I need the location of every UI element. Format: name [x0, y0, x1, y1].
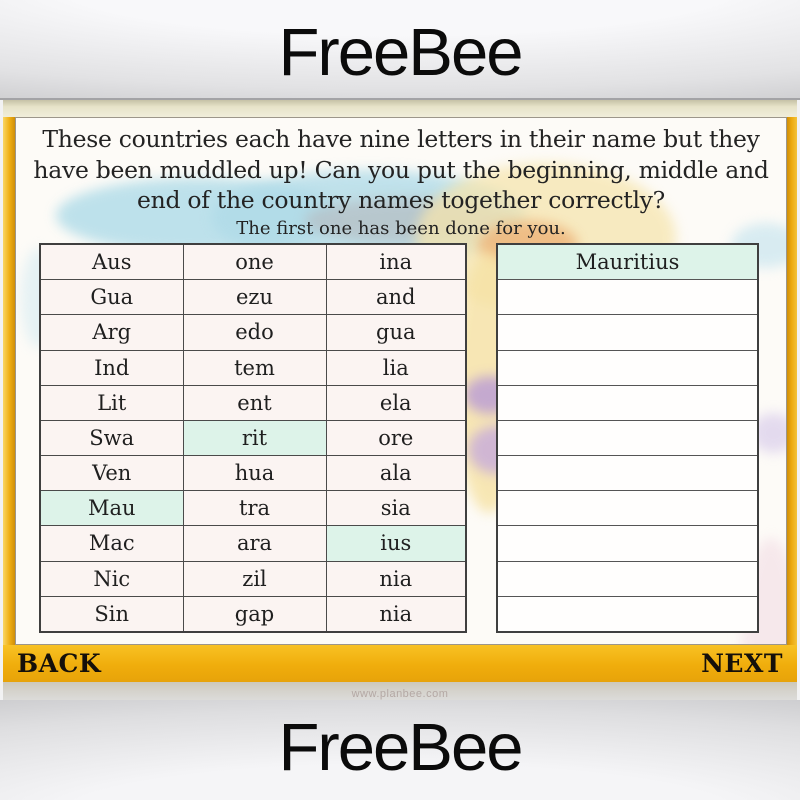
answer-cell[interactable]: [497, 561, 758, 596]
table-row: [497, 420, 758, 455]
fragment-cell: nia: [326, 561, 466, 596]
instruction-line-2: have been muddled up! Can you put the beginning, middle and: [33, 155, 769, 184]
table-row: [40, 420, 466, 455]
table-row: [40, 561, 466, 596]
table-row: [40, 280, 466, 315]
fragment-cell: gua: [326, 315, 466, 350]
answer-table: [496, 243, 759, 633]
answer-cell-filled[interactable]: Mauritius: [497, 244, 758, 280]
table-row: [497, 491, 758, 526]
table-row: [40, 385, 466, 420]
table-row: [497, 315, 758, 350]
fragment-cell: nia: [326, 596, 466, 632]
instructions: [16, 124, 786, 241]
slide-left-border: [3, 117, 15, 645]
answer-cell[interactable]: [497, 596, 758, 632]
table-row: [497, 526, 758, 561]
fragment-cell: Swa: [40, 420, 183, 455]
table-row: [40, 456, 466, 491]
next-button[interactable]: NEXT: [701, 649, 783, 678]
fragment-cell: Mac: [40, 526, 183, 561]
fragment-cell: Lit: [40, 385, 183, 420]
table-row: [497, 596, 758, 632]
freebee-logo-bottom: FreeBee: [278, 709, 522, 785]
fragment-cell: tem: [183, 350, 326, 385]
fragment-cell: ezu: [183, 280, 326, 315]
fragment-cell: edo: [183, 315, 326, 350]
fragment-cell: and: [326, 280, 466, 315]
answer-cell[interactable]: [497, 420, 758, 455]
slide-top-strip: [3, 100, 797, 117]
table-row: [40, 315, 466, 350]
fragment-cell: ala: [326, 456, 466, 491]
answer-cell[interactable]: [497, 315, 758, 350]
fragment-cell: gap: [183, 596, 326, 632]
fragment-cell: Gua: [40, 280, 183, 315]
freebee-logo-top: FreeBee: [278, 14, 522, 90]
slide-content: [15, 117, 787, 645]
fragment-cell: hua: [183, 456, 326, 491]
fragment-cell: sia: [326, 491, 466, 526]
fragment-cell: Aus: [40, 244, 183, 280]
back-button[interactable]: BACK: [17, 649, 102, 678]
fragment-cell: Ven: [40, 456, 183, 491]
slide-right-border: [787, 117, 797, 645]
table-row: [497, 385, 758, 420]
fragment-cell: Ind: [40, 350, 183, 385]
fragment-cell: zil: [183, 561, 326, 596]
top-banner: [0, 0, 800, 100]
fragment-cell: ent: [183, 385, 326, 420]
fragment-cell: ara: [183, 526, 326, 561]
table-row: [40, 491, 466, 526]
fragment-cell-highlighted: ius: [326, 526, 466, 561]
table-row: [40, 596, 466, 632]
fragment-cell: Arg: [40, 315, 183, 350]
slide-bottom-strip: [3, 682, 797, 700]
fragment-cell: lia: [326, 350, 466, 385]
table-row: [497, 350, 758, 385]
fragment-cell-highlighted: rit: [183, 420, 326, 455]
slide: [3, 100, 797, 700]
table-row: [497, 456, 758, 491]
fragment-cell: Sin: [40, 596, 183, 632]
table-row: [40, 350, 466, 385]
table-row: [497, 244, 758, 280]
answer-cell[interactable]: [497, 385, 758, 420]
instruction-line-1: These countries each have nine letters in their name but they: [42, 125, 760, 153]
answer-cell[interactable]: [497, 456, 758, 491]
fragment-cell: ela: [326, 385, 466, 420]
answer-cell[interactable]: [497, 350, 758, 385]
watermark: www.planbee.com: [351, 688, 449, 700]
instruction-line-3: end of the country names together correctly?: [137, 186, 665, 214]
table-row: [497, 280, 758, 315]
instruction-note: The first one has been done for you.: [236, 217, 566, 239]
table-row: [40, 244, 466, 280]
fragment-cell: ina: [326, 244, 466, 280]
fragment-cell: ore: [326, 420, 466, 455]
fragment-cell: Nic: [40, 561, 183, 596]
bottom-banner: [0, 700, 800, 800]
answer-cell[interactable]: [497, 491, 758, 526]
fragment-table: [39, 243, 467, 633]
fragment-cell: tra: [183, 491, 326, 526]
table-row: [497, 561, 758, 596]
slide-nav-bar: [3, 645, 797, 682]
answer-cell[interactable]: [497, 526, 758, 561]
fragment-cell: one: [183, 244, 326, 280]
fragment-cell-highlighted: Mau: [40, 491, 183, 526]
answer-cell[interactable]: [497, 280, 758, 315]
table-row: [40, 526, 466, 561]
